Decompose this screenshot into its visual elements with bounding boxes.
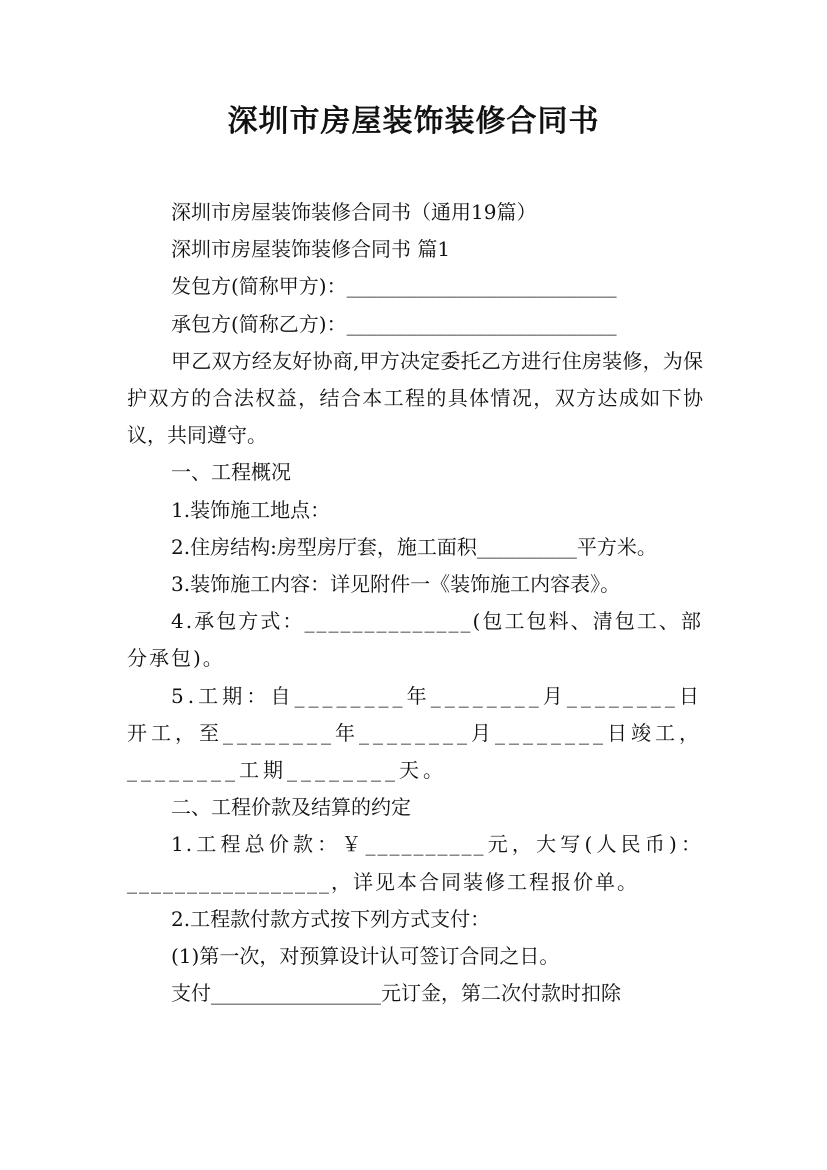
paragraph-subtitle: 深圳市房屋装饰装修合同书（通用19篇） (171, 200, 537, 224)
paragraph-party-b: 承包方(简称乙方)：___________________________ (171, 311, 617, 336)
document-title: 深圳市房屋装饰装修合同书 (227, 104, 600, 139)
paragraph-item-4: 4.承包方式：______________(包工包料、清包工、部分承包)。 (127, 609, 703, 671)
paragraph-party-a: 发包方(简称甲方)：___________________________ (171, 274, 617, 299)
paragraph-payment-1: (1)第一次，对预算设计认可签订合同之日。 (171, 944, 560, 969)
paragraph-preamble: 甲乙双方经友好协商,甲方决定委托乙方进行住房装修，为保护双方的合法权益，结合本工程的具体情况，双方达成如下协议，共同遵守。 (127, 348, 703, 448)
paragraph-price-1: 1.工程总价款：￥__________元，大写(人民币)：_________________，详见本合同装修工程报价单。 (127, 832, 703, 894)
section-heading-overview: 一、工程概况 (171, 460, 291, 485)
paragraph-item-5: 5.工期：自________年________月________日开工，至________年________月________日竣工，________工期________天。 (127, 683, 703, 783)
paragraph-heading-part1: 深圳市房屋装饰装修合同书 篇1 (171, 237, 451, 262)
paragraph-payment-deposit: 支付_________________元订金，第二次付款时扣除 (171, 981, 621, 1006)
document-body (127, 194, 703, 1012)
paragraph-item-2: 2.住房结构:房型房厅套，施工面积__________平方米。 (171, 534, 657, 559)
section-heading-price: 二、工程价款及结算的约定 (171, 795, 411, 820)
paragraph-price-2: 2.工程款付款方式按下列方式支付： (171, 906, 491, 931)
paragraph-item-3: 3.装饰施工内容：详见附件一《装饰施工内容表》。 (171, 572, 621, 597)
paragraph-item-1: 1.装饰施工地点： (171, 497, 331, 522)
